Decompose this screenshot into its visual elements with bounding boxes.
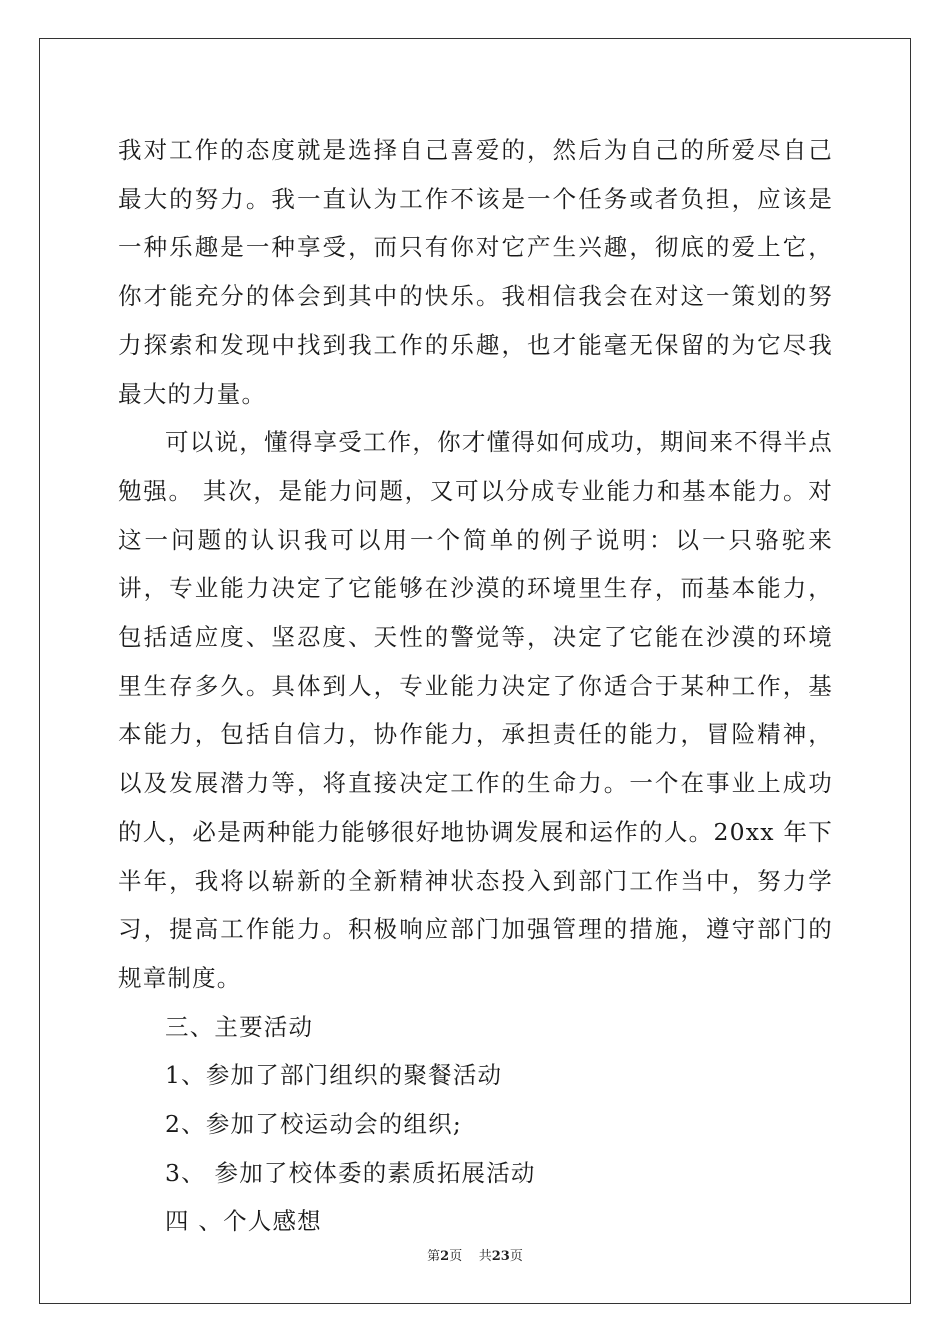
activity-item-1: 1、参加了部门组织的聚餐活动 (165, 1061, 503, 1090)
footer-page-suffix: 页 (509, 1249, 523, 1264)
document-body (118, 126, 833, 1246)
paragraph-work-attitude: 我对工作的态度就是选择自己喜爱的，然后为自己的所爱尽自己最大的努力。我一直认为工作不该是一个任务或者负担，应该是一种乐趣是一种享受，而只有你对它产生兴趣，彻底的爱上它，你才能充分的体会到其中的快乐。我相信我会在对这一策划的努力探索和发现中找到我工作的乐趣，也才能毫无保留的为它尽我最大的力量。 (118, 136, 833, 408)
footer-page-current: 2 (440, 1249, 450, 1264)
section-four-heading: 四 、个人感想 (165, 1207, 322, 1236)
footer-page-prefix: 第 (427, 1249, 441, 1264)
activity-item-3: 3、 参加了校体委的素质拓展活动 (165, 1158, 536, 1187)
footer-page-mid: 页 共 (449, 1249, 492, 1264)
paragraph-enjoy-work-and-ability: 可以说，懂得享受工作，你才懂得如何成功，期间来不得半点勉强。 其次，是能力问题，又可以分成专业能力和基本能力。对这一问题的认识我可以用一个简单的例子说明：以一只骆驼来讲，专业能力决定了它能够在沙漠的环境里生存，而基本能力，包括适应度、坚忍度、天性的警觉等，决定了它能在沙漠的环境里生存多久。具体到人，专业能力决定了你适合于某种工作，基本能力，包括自信力，协作能力，承担责任的能力，冒险精神，以及发展潜力等，将直接决定工作的生命力。一个在事业上成功的人，必是两种能力能够很好地协调发展和运作的人。20xx 年下半年，我将以崭新的全新精神状态投入到部门工作当中，努力学习，提高工作能力。积极响应部门加强管理的措施，遵守部门的规章制度。 (118, 428, 833, 992)
footer-page-total: 23 (491, 1249, 510, 1264)
activity-item-2: 2、参加了校运动会的组织; (165, 1110, 462, 1139)
section-three-heading: 三、主要活动 (165, 1012, 314, 1041)
page-footer (0, 1248, 950, 1266)
